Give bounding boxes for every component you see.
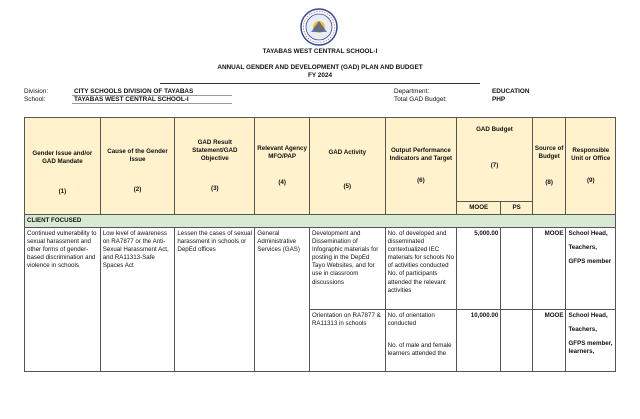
school-name: TAYABAS WEST CENTRAL SCHOOL-I [262, 48, 378, 55]
row1-cause: Low level of awareness on RA7877 or the Anti-Sexual Harassment Act, and RA11313-Safe Spaces Act [100, 228, 175, 372]
section-row [25, 215, 616, 228]
row1-resp-teachers: Teachers, [568, 244, 597, 252]
row2-ps [501, 310, 533, 372]
row2-responsible [566, 310, 616, 372]
col-header-source [532, 118, 566, 215]
row1-resp-gfps: GFPS member [568, 258, 612, 266]
col-activity-number: (5) [343, 183, 352, 191]
col-source-number: (8) [545, 179, 553, 187]
col-cause-number: (2) [133, 186, 142, 194]
title-divider [160, 83, 480, 84]
col-issue-label: Gender Issue and/or GAD Mandate [32, 149, 93, 165]
row2-activity: Orientation on RA7877 & RA11313 in schools [309, 310, 385, 372]
division-value: CITY SCHOOLS DIVISION OF TAYABAS [74, 88, 194, 95]
row2-resp-teachers: Teachers, [568, 326, 597, 334]
deped-seal-logo [300, 8, 338, 46]
table-row [25, 228, 616, 310]
row1-activity: Development and Dissemination of Infographic materials for posting in the DepEd Tayo Websites, and for use in classroom discussions [309, 228, 385, 310]
col-header-result [175, 118, 255, 215]
row1-source: MOOE [532, 228, 566, 310]
col-mfo-label: Relevant Agency MFO/PAP [257, 144, 307, 160]
row2-mooe: 10,000.00 [457, 310, 501, 372]
col-header-responsible [566, 118, 616, 215]
row2-output-orientation: No. of orientation conducted [387, 312, 435, 328]
col-mfo-number: (4) [278, 179, 286, 187]
col-header-budget [457, 118, 533, 202]
row1-ps [501, 228, 533, 310]
row1-result: Lessen the cases of sexual harassment in schools or DepEd offices [175, 228, 255, 372]
row1-mfo: General Administrative Services (GAS) [255, 228, 310, 372]
school-label: School: [24, 96, 46, 103]
header-row [25, 118, 616, 202]
col-header-ps: PS [501, 202, 533, 215]
col-result-label: GAD Result Statement/GAD Objective [192, 138, 238, 163]
row1-mooe: 5,000.00 [457, 228, 501, 310]
col-header-cause [100, 118, 175, 215]
col-output-label: Output Performance Indicators and Target [389, 146, 453, 162]
col-result-number: (3) [211, 185, 219, 193]
row2-resp-gfps: GFPS member, learners, [568, 340, 613, 356]
school-underline [72, 103, 232, 104]
school-value: TAYABAS WEST CENTRAL SCHOOL-I [74, 96, 189, 103]
col-cause-label: Cause of the Gender Issue [107, 147, 168, 163]
col-output-number: (6) [417, 177, 425, 185]
row2-output [385, 310, 457, 372]
row2-output-attendees: No. of male and female learners attended the [387, 342, 452, 358]
col-issue-number: (1) [58, 188, 67, 196]
total-budget-label: Total GAD Budget: [394, 96, 447, 103]
col-header-mooe: MOOE [457, 202, 501, 215]
row1-output: No. of developed and disseminated contextualized IEC materials for schools No of activities conducted No. of participants attended the relevant activities [385, 228, 457, 310]
department-value: EDUCATION [492, 88, 530, 95]
row2-source: MOOE [532, 310, 566, 372]
fiscal-year: FY 2024 [307, 72, 333, 79]
row2-resp-head: School Head, [568, 312, 608, 320]
row1-resp-head: School Head, [568, 230, 608, 238]
col-budget-number: (7) [490, 162, 499, 170]
col-source-label: Source of Budget [534, 144, 564, 160]
col-header-activity [309, 118, 385, 215]
total-budget-value: PHP [492, 96, 506, 103]
gad-plan-table [24, 117, 616, 372]
plan-title: ANNUAL GENDER AND DEVELOPMENT (GAD) PLAN AND BUDGET [217, 64, 423, 71]
section-client-focused: CLIENT FOCUSED [25, 215, 616, 228]
col-responsible-number: (9) [586, 177, 595, 185]
col-responsible-label: Responsible Unit or Office [571, 146, 611, 162]
col-activity-label: GAD Activity [328, 148, 367, 156]
col-budget-label: GAD Budget [476, 126, 513, 133]
col-header-mfo [255, 118, 310, 215]
row1-issue: Continued vulnerability to sexual harassment and other forms of gender-based discrimination and violence in schools [25, 228, 101, 372]
col-header-issue [25, 118, 101, 215]
col-header-output [385, 118, 457, 215]
division-label: Division: [24, 88, 49, 95]
department-label: Department: [394, 88, 430, 95]
row1-responsible [566, 228, 616, 310]
